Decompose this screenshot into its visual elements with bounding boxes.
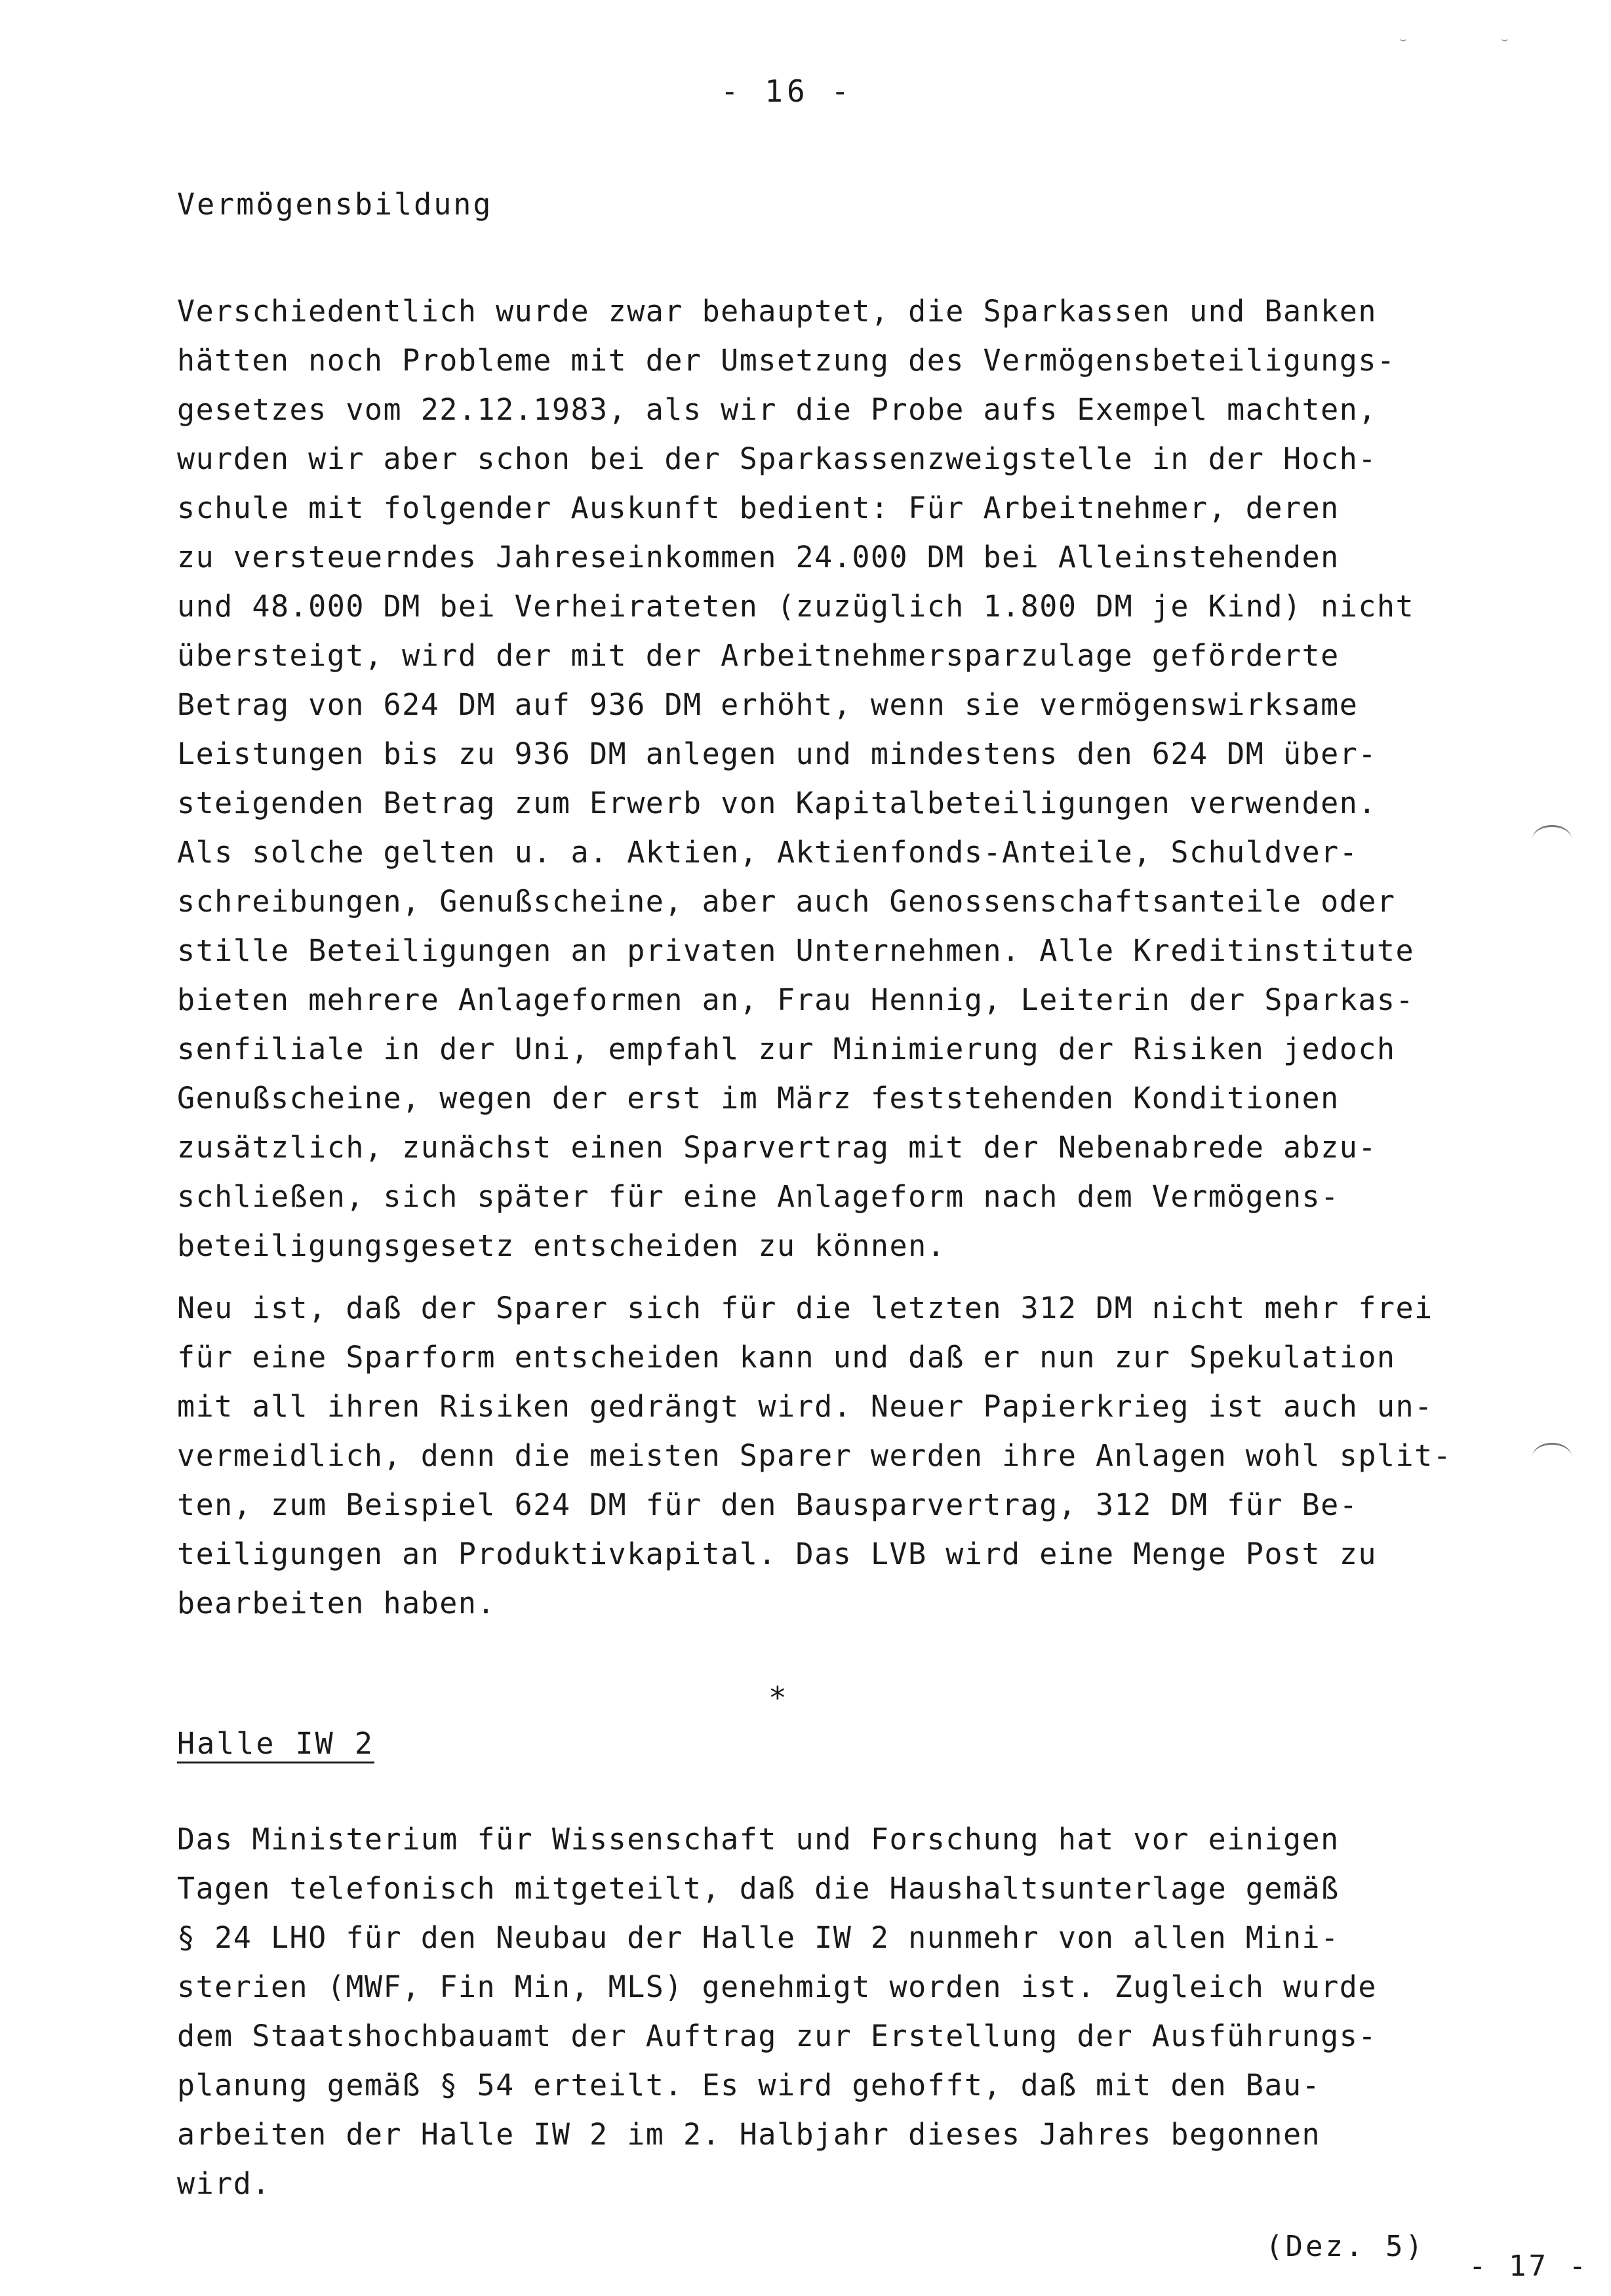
text-line: wird. bbox=[177, 2166, 271, 2201]
section-title-vermoegensbildung: Vermögensbildung bbox=[177, 187, 493, 222]
text-line: Neu ist, daß der Sparer sich für die letzten 312 DM nicht mehr frei bbox=[177, 1291, 1433, 1325]
text-line: dem Staatshochbauamt der Auftrag zur Erstellung der Ausführungs- bbox=[177, 2019, 1377, 2053]
section-title-halle-iw2: Halle IW 2 bbox=[177, 1726, 374, 1761]
text-line: Betrag von 624 DM auf 936 DM erhöht, wenn sie vermögenswirksame bbox=[177, 687, 1359, 722]
text-line: Das Ministerium für Wissenschaft und Forschung hat vor einigen bbox=[177, 1822, 1340, 1857]
text-line: bieten mehrere Anlageformen an, Frau Hennig, Leiterin der Sparkas- bbox=[177, 982, 1415, 1017]
text-line: senfiliale in der Uni, empfahl zur Minimierung der Risiken jedoch bbox=[177, 1032, 1396, 1066]
text-line: und 48.000 DM bei Verheirateten (zuzüglich 1.800 DM je Kind) nicht bbox=[177, 589, 1415, 624]
text-line: Verschiedentlich wurde zwar behauptet, die Sparkassen und Banken bbox=[177, 294, 1377, 329]
text-line: mit all ihren Risiken gedrängt wird. Neuer Papierkrieg ist auch un- bbox=[177, 1389, 1433, 1424]
text-line: steigenden Betrag zum Erwerb von Kapitalbeteiligungen verwenden. bbox=[177, 786, 1377, 820]
scan-speck bbox=[1400, 36, 1406, 41]
text-line: Genußscheine, wegen der erst im März feststehenden Konditionen bbox=[177, 1081, 1340, 1116]
punch-hole-mark bbox=[1532, 1443, 1572, 1471]
text-line: Tagen telefonisch mitgeteilt, daß die Haushaltsunterlage gemäß bbox=[177, 1871, 1340, 1906]
text-line: sterien (MWF, Fin Min, MLS) genehmigt worden ist. Zugleich wurde bbox=[177, 1969, 1377, 2004]
next-page-marker: - 17 - bbox=[1469, 2249, 1589, 2283]
section-separator: * bbox=[768, 1680, 787, 1716]
text-line: ten, zum Beispiel 624 DM für den Bausparvertrag, 312 DM für Be- bbox=[177, 1487, 1359, 1522]
text-line: übersteigt, wird der mit der Arbeitnehmersparzulage geförderte bbox=[177, 638, 1340, 673]
text-line: bearbeiten haben. bbox=[177, 1586, 496, 1621]
paragraph-halle-iw2 bbox=[177, 1815, 1521, 2208]
text-line: Als solche gelten u. a. Aktien, Aktienfonds-Anteile, Schuldver- bbox=[177, 835, 1359, 870]
text-line: zusätzlich, zunächst einen Sparvertrag mit der Nebenabrede abzu- bbox=[177, 1130, 1377, 1165]
text-line: zu versteuerndes Jahreseinkommen 24.000 DM bei Alleinstehenden bbox=[177, 540, 1340, 574]
scan-speck bbox=[1502, 36, 1508, 41]
text-line: beteiligungsgesetz entscheiden zu können. bbox=[177, 1228, 946, 1263]
text-line: stille Beteiligungen an privaten Unternehmen. Alle Kreditinstitute bbox=[177, 933, 1415, 968]
text-line: vermeidlich, denn die meisten Sparer werden ihre Anlagen wohl split- bbox=[177, 1438, 1452, 1473]
page-number: - 16 - bbox=[720, 73, 854, 109]
paragraph-vermoegensbildung-1 bbox=[177, 287, 1521, 1270]
text-line: arbeiten der Halle IW 2 im 2. Halbjahr dieses Jahres begonnen bbox=[177, 2117, 1321, 2152]
punch-hole-mark bbox=[1532, 825, 1572, 853]
text-line: schule mit folgender Auskunft bedient: Für Arbeitnehmer, deren bbox=[177, 491, 1340, 525]
text-line: wurden wir aber schon bei der Sparkassenzweigstelle in der Hoch- bbox=[177, 441, 1377, 476]
department-reference: (Dez. 5) bbox=[1265, 2230, 1425, 2263]
paragraph-vermoegensbildung-2 bbox=[177, 1283, 1521, 1628]
text-line: Leistungen bis zu 936 DM anlegen und mindestens den 624 DM über- bbox=[177, 736, 1377, 771]
text-line: für eine Sparform entscheiden kann und daß er nun zur Spekulation bbox=[177, 1340, 1396, 1375]
text-line: schreibungen, Genußscheine, aber auch Genossenschaftsanteile oder bbox=[177, 884, 1396, 919]
text-line: gesetzes vom 22.12.1983, als wir die Probe aufs Exempel machten, bbox=[177, 392, 1377, 427]
text-line: planung gemäß § 54 erteilt. Es wird gehofft, daß mit den Bau- bbox=[177, 2068, 1321, 2103]
text-line: hätten noch Probleme mit der Umsetzung des Vermögensbeteiligungs- bbox=[177, 343, 1396, 378]
text-line: teiligungen an Produktivkapital. Das LVB wird eine Menge Post zu bbox=[177, 1537, 1377, 1571]
text-line: schließen, sich später für eine Anlageform nach dem Vermögens- bbox=[177, 1179, 1340, 1214]
text-line: § 24 LHO für den Neubau der Halle IW 2 nunmehr von allen Mini- bbox=[177, 1920, 1340, 1955]
